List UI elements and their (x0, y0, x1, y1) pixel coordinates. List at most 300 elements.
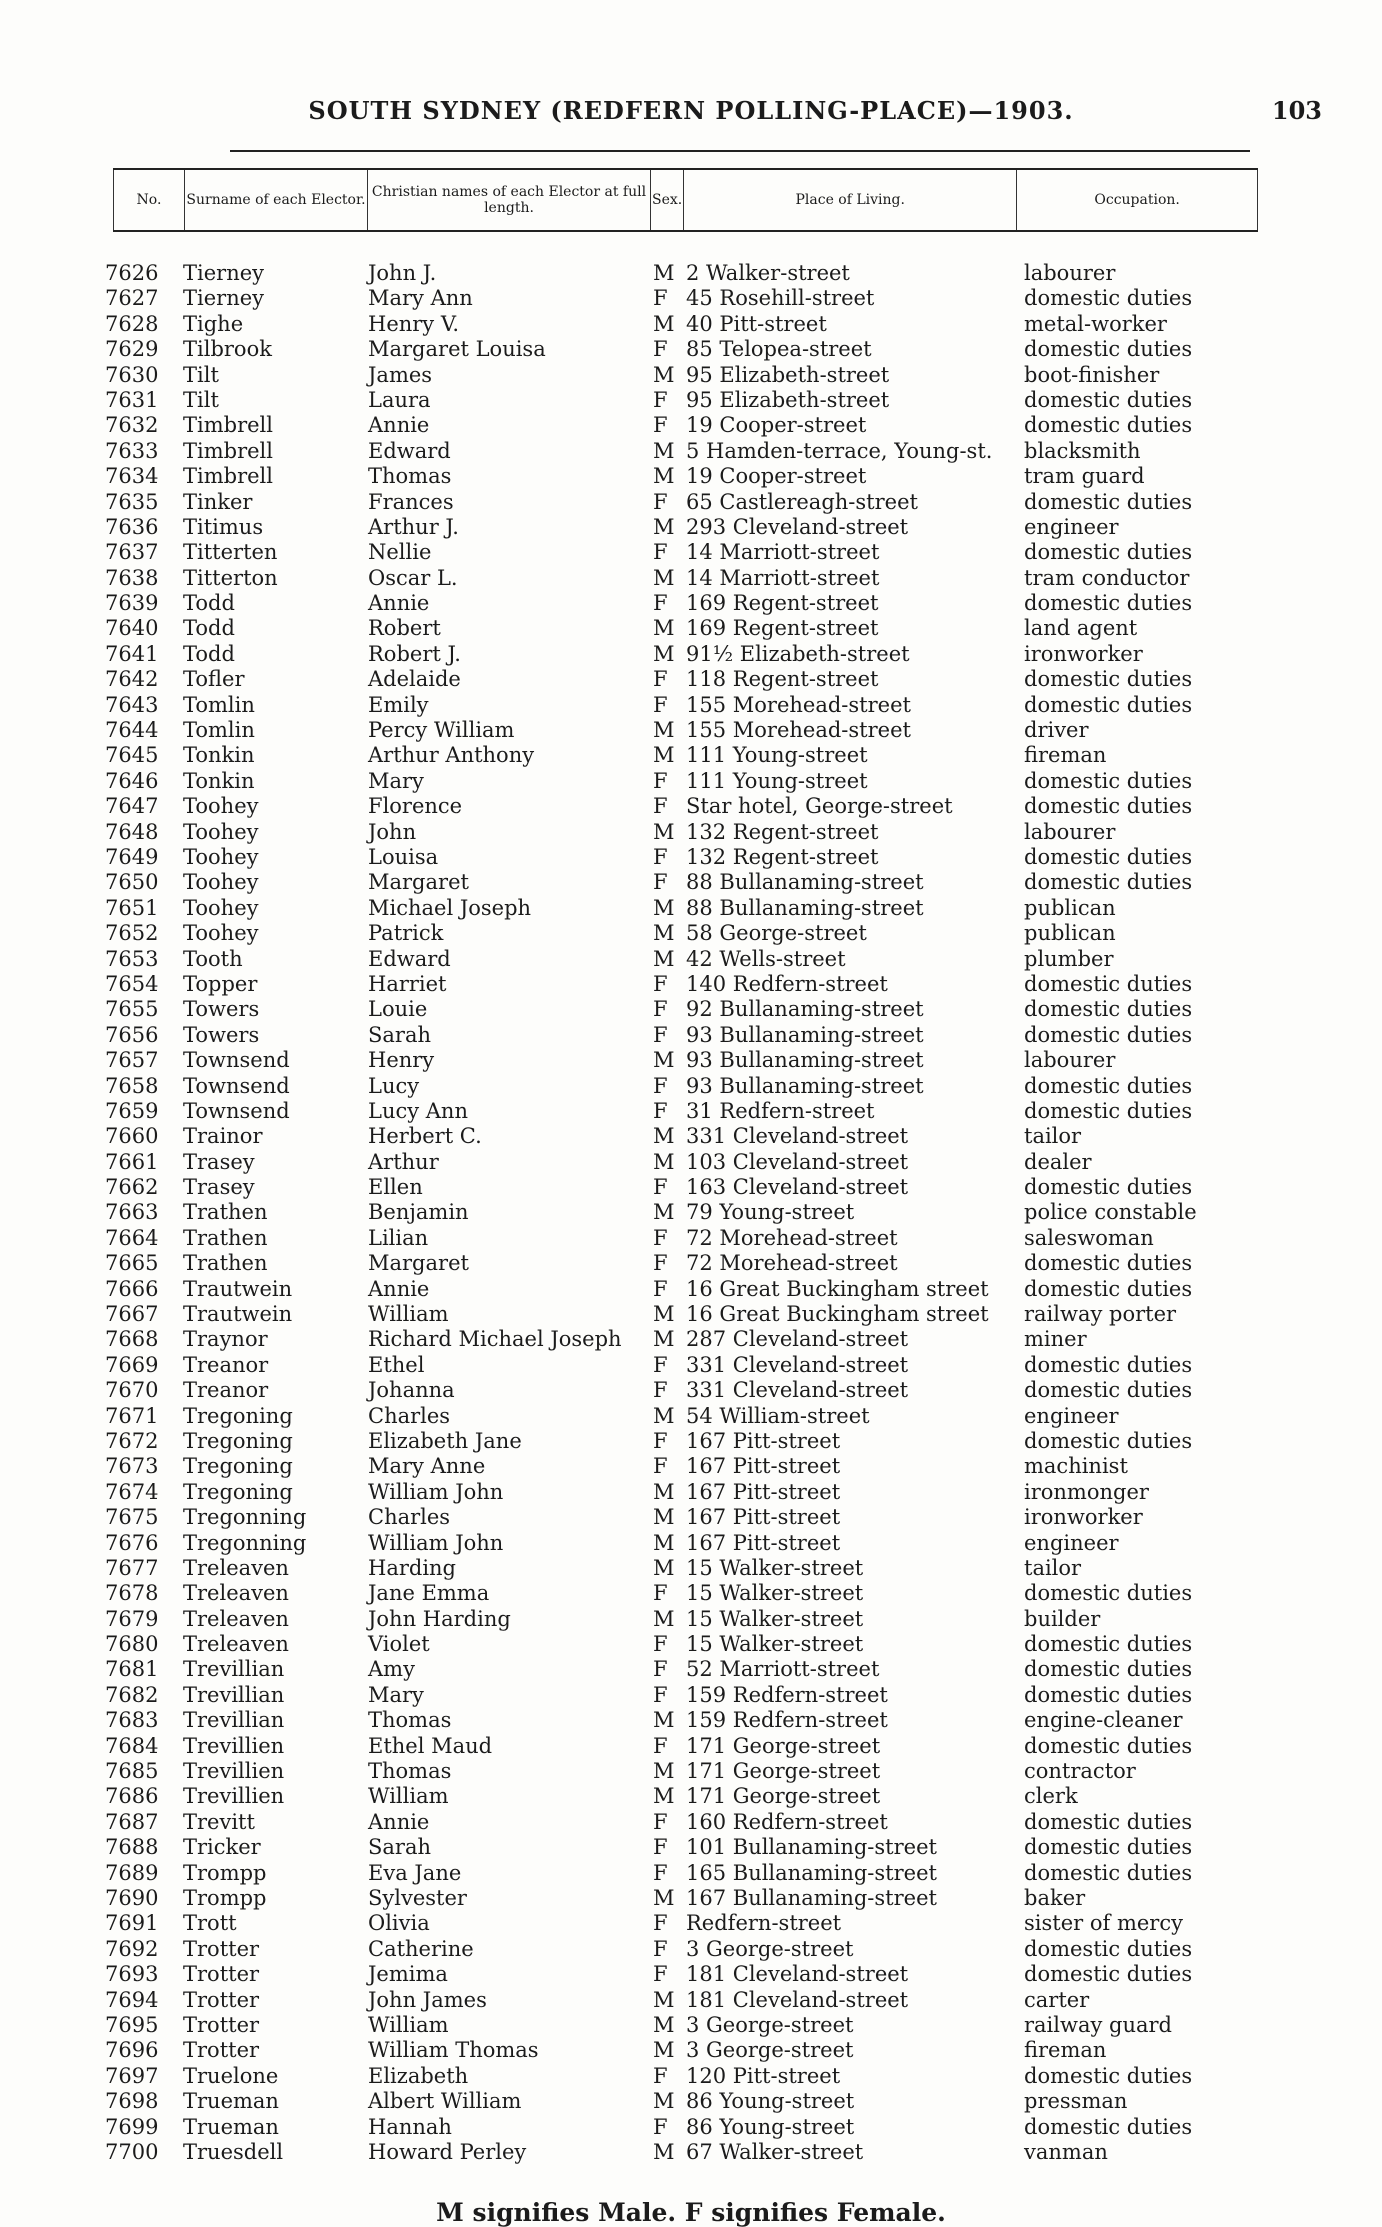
christian-names: Margaret (368, 870, 469, 895)
surname: Trathen (183, 1251, 268, 1276)
occupation: contractor (1024, 1759, 1136, 1784)
christian-names: Violet (368, 1632, 430, 1657)
place-of-living: 93 Bullanaming-street (686, 1073, 924, 1098)
occupation: tram conductor (1024, 565, 1190, 590)
occupation: tailor (1024, 1124, 1082, 1149)
occupation: machinist (1024, 1454, 1128, 1479)
surname: Tighe (183, 311, 244, 336)
occupation: domestic duties (1024, 1428, 1193, 1453)
place-of-living: 140 Redfern-street (686, 971, 888, 996)
elector-row (0, 1048, 1382, 1073)
place-of-living: 93 Bullanaming-street (686, 1048, 924, 1073)
place-of-living: 103 Cleveland-street (686, 1149, 909, 1174)
surname: Tregonning (183, 1505, 307, 1530)
sex: F (653, 286, 668, 311)
elector-row (0, 261, 1382, 286)
elector-number: 7696 (105, 2038, 159, 2063)
occupation: domestic duties (1024, 387, 1193, 412)
page-number: 103 (1271, 96, 1322, 125)
elector-row (0, 718, 1382, 743)
sex: M (653, 1149, 675, 1174)
elector-row (0, 2089, 1382, 2114)
christian-names: Mary Anne (368, 1454, 486, 1479)
surname: Trainor (183, 1124, 263, 1149)
christian-names: James (368, 362, 433, 387)
occupation: police constable (1024, 1200, 1197, 1225)
elector-row (0, 693, 1382, 718)
place-of-living: 111 Young-street (686, 743, 868, 768)
place-of-living: 92 Bullanaming-street (686, 997, 924, 1022)
occupation: domestic duties (1024, 1581, 1193, 1606)
surname: Trevillien (183, 1733, 285, 1758)
christian-names: Arthur (368, 1149, 439, 1174)
elector-number: 7637 (105, 540, 159, 565)
surname: Titterten (183, 540, 278, 565)
christian-names: Charles (368, 1505, 451, 1530)
place-of-living: 3 George-street (686, 2038, 854, 2063)
sex: F (653, 1378, 668, 1403)
elector-number: 7684 (105, 1733, 159, 1758)
place-of-living: 167 Pitt-street (686, 1479, 841, 1504)
surname: Timbrell (183, 464, 273, 489)
christian-names: Johanna (368, 1378, 455, 1403)
elector-row (0, 1505, 1382, 1530)
place-of-living: 155 Morehead-street (686, 692, 911, 717)
sex: F (653, 1733, 668, 1758)
elector-number: 7634 (105, 464, 159, 489)
elector-number: 7648 (105, 819, 159, 844)
sex: F (653, 1175, 668, 1200)
occupation: domestic duties (1024, 1657, 1193, 1682)
christian-names: Mary (368, 768, 424, 793)
surname: Trevillian (183, 1708, 285, 1733)
elector-row (0, 1657, 1382, 1682)
christian-names: Henry V. (368, 311, 460, 336)
place-of-living: 19 Cooper-street (686, 464, 867, 489)
christian-names: Percy William (368, 718, 515, 743)
sex: F (653, 1632, 668, 1657)
place-of-living: 181 Cleveland-street (686, 1962, 909, 1987)
christian-names: Lucy (368, 1073, 420, 1098)
place-of-living: 331 Cleveland-street (686, 1124, 909, 1149)
surname: Trevillian (183, 1682, 285, 1707)
elector-row (0, 896, 1382, 921)
occupation: domestic duties (1024, 413, 1193, 438)
occupation: sister of mercy (1024, 1911, 1183, 1936)
place-of-living: 111 Young-street (686, 768, 868, 793)
occupation: plumber (1024, 946, 1114, 971)
place-of-living: 15 Walker-street (686, 1606, 864, 1631)
elector-row (0, 1581, 1382, 1606)
christian-names: Benjamin (368, 1200, 469, 1225)
occupation: domestic duties (1024, 1860, 1193, 1885)
occupation: saleswoman (1024, 1225, 1154, 1250)
occupation: domestic duties (1024, 844, 1193, 869)
elector-number: 7635 (105, 489, 159, 514)
occupation: clerk (1024, 1784, 1078, 1809)
elector-number: 7686 (105, 1784, 159, 1809)
elector-row (0, 312, 1382, 337)
sex: F (653, 413, 668, 438)
place-of-living: 2 Walker-street (686, 261, 850, 285)
elector-row (0, 1632, 1382, 1657)
christian-names: Sylvester (368, 1886, 467, 1910)
elector-row (0, 1911, 1382, 1936)
sex: F (653, 692, 668, 717)
place-of-living: 95 Elizabeth-street (686, 362, 890, 387)
christian-names: Lucy Ann (368, 1098, 468, 1123)
elector-row (0, 1404, 1382, 1429)
elector-row (0, 1378, 1382, 1403)
elector-number: 7682 (105, 1682, 159, 1707)
elector-row (0, 1454, 1382, 1479)
place-of-living: 45 Rosehill-street (686, 286, 875, 311)
elector-row (0, 972, 1382, 997)
occupation: land agent (1024, 616, 1138, 641)
sex: F (653, 2063, 668, 2088)
place-of-living: 15 Walker-street (686, 1632, 864, 1657)
sex: M (653, 438, 675, 463)
christian-names: Olivia (368, 1911, 430, 1936)
column-header-table (113, 168, 1258, 232)
christian-names: William John (368, 1479, 504, 1504)
surname: Titterton (183, 565, 278, 590)
sex: F (653, 1809, 668, 1834)
occupation: carter (1024, 1987, 1090, 2012)
sex: F (653, 870, 668, 895)
elector-number: 7658 (105, 1073, 159, 1098)
surname: Tierney (183, 286, 265, 311)
elector-row (0, 337, 1382, 362)
surname: Tinker (183, 489, 253, 514)
christian-names: Ethel Maud (368, 1733, 493, 1758)
christian-names: Michael Joseph (368, 895, 532, 920)
sex: M (653, 2089, 675, 2114)
occupation: builder (1024, 1606, 1101, 1631)
christian-names: William (368, 1784, 449, 1809)
sex: F (653, 337, 668, 362)
christian-names: Jemima (368, 1962, 448, 1987)
christian-names: Jane Emma (368, 1581, 490, 1606)
elector-row (0, 1531, 1382, 1556)
elector-row (0, 769, 1382, 794)
elector-number: 7638 (105, 565, 159, 590)
sex: F (653, 1352, 668, 1377)
sex: F (653, 794, 668, 819)
sex: F (653, 1098, 668, 1123)
occupation: tailor (1024, 1555, 1082, 1580)
column-header-place: Place of Living. (684, 169, 1017, 231)
christian-names: Amy (368, 1657, 415, 1682)
surname: Trott (183, 1911, 237, 1936)
elector-row (0, 616, 1382, 641)
place-of-living: 171 George-street (686, 1759, 881, 1784)
elector-row (0, 1429, 1382, 1454)
place-of-living: 16 Great Buckingham street (686, 1302, 989, 1327)
elector-number: 7646 (105, 768, 159, 793)
occupation: domestic duties (1024, 337, 1193, 362)
elector-number: 7676 (105, 1530, 159, 1555)
sex: F (653, 1073, 668, 1098)
elector-number: 7660 (105, 1124, 159, 1149)
christian-names: Thomas (368, 464, 452, 489)
occupation: domestic duties (1024, 1962, 1193, 1987)
sex: M (653, 946, 675, 971)
christian-names: Herbert C. (368, 1124, 482, 1149)
sex: F (653, 591, 668, 616)
surname: Trotter (183, 2012, 260, 2037)
elector-row (0, 1683, 1382, 1708)
surname: Timbrell (183, 413, 273, 438)
elector-number: 7656 (105, 1022, 159, 1047)
sex: F (653, 1657, 668, 1682)
elector-number: 7680 (105, 1632, 159, 1657)
occupation: engine-cleaner (1024, 1708, 1183, 1733)
occupation: vanman (1024, 2139, 1108, 2164)
elector-number: 7632 (105, 413, 159, 438)
elector-number: 7661 (105, 1149, 159, 1174)
elector-row (0, 642, 1382, 667)
sex: M (653, 1530, 675, 1555)
sex-legend-footer: M signifies Male. F signifies Female. (436, 2198, 946, 2227)
place-of-living: 132 Regent-street (686, 844, 879, 869)
occupation: engineer (1024, 514, 1119, 539)
elector-row (0, 1226, 1382, 1251)
surname: Trompp (183, 1860, 267, 1885)
christian-names: Adelaide (368, 667, 461, 692)
surname: Towers (183, 997, 260, 1022)
occupation: baker (1024, 1886, 1086, 1910)
surname: Trasey (183, 1175, 255, 1200)
column-header-occupation: Occupation. (1017, 169, 1258, 231)
place-of-living: 287 Cleveland-street (686, 1327, 909, 1352)
place-of-living: 91½ Elizabeth-street (686, 641, 910, 666)
elector-number: 7667 (105, 1302, 159, 1327)
elector-row (0, 1251, 1382, 1276)
elector-number: 7664 (105, 1225, 159, 1250)
place-of-living: Redfern-street (686, 1911, 842, 1936)
title-rule (230, 150, 1250, 152)
place-of-living: 15 Walker-street (686, 1555, 864, 1580)
place-of-living: 86 Young-street (686, 2089, 855, 2114)
occupation: fireman (1024, 743, 1107, 768)
elector-row (0, 1353, 1382, 1378)
place-of-living: 15 Walker-street (686, 1581, 864, 1606)
sex: M (653, 1708, 675, 1733)
occupation: labourer (1024, 261, 1116, 285)
elector-row (0, 1099, 1382, 1124)
christian-names: Mary (368, 1682, 424, 1707)
elector-number: 7695 (105, 2012, 159, 2037)
surname: Tregoning (183, 1428, 293, 1453)
elector-number: 7689 (105, 1860, 159, 1885)
sex: M (653, 718, 675, 743)
occupation: domestic duties (1024, 794, 1193, 819)
sex: M (653, 1200, 675, 1225)
elector-row (0, 1327, 1382, 1352)
surname: Trevitt (183, 1809, 255, 1834)
place-of-living: 19 Cooper-street (686, 413, 867, 438)
elector-number: 7630 (105, 362, 159, 387)
elector-number: 7687 (105, 1809, 159, 1834)
elector-number: 7688 (105, 1835, 159, 1860)
place-of-living: 165 Bullanaming-street (686, 1860, 937, 1885)
surname: Trompp (183, 1886, 267, 1910)
elector-number: 7642 (105, 667, 159, 692)
occupation: domestic duties (1024, 1835, 1193, 1860)
surname: Trevillian (183, 1657, 285, 1682)
sex: M (653, 2038, 675, 2063)
christian-names: William (368, 1302, 449, 1327)
column-header-sex: Sex. (651, 169, 684, 231)
christian-names: Elizabeth Jane (368, 1428, 522, 1453)
elector-number: 7651 (105, 895, 159, 920)
elector-number: 7659 (105, 1098, 159, 1123)
occupation: domestic duties (1024, 1936, 1193, 1961)
christian-names: Louisa (368, 844, 439, 869)
surname: Trathen (183, 1200, 268, 1225)
elector-number: 7669 (105, 1352, 159, 1377)
sex: F (653, 2114, 668, 2139)
occupation: domestic duties (1024, 768, 1193, 793)
elector-row (0, 1074, 1382, 1099)
elector-row (0, 515, 1382, 540)
occupation: metal-worker (1024, 311, 1167, 336)
elector-row (0, 1759, 1382, 1784)
elector-row (0, 1023, 1382, 1048)
elector-row (0, 743, 1382, 768)
elector-row (0, 1988, 1382, 2013)
christian-names: Lilian (368, 1225, 429, 1250)
occupation: publican (1024, 895, 1116, 920)
occupation: domestic duties (1024, 1809, 1193, 1834)
place-of-living: 118 Regent-street (686, 667, 879, 692)
surname: Truelone (183, 2063, 279, 2088)
place-of-living: 52 Marriott-street (686, 1657, 880, 1682)
christian-names: Ethel (368, 1352, 425, 1377)
elector-number: 7645 (105, 743, 159, 768)
surname: Toohey (183, 870, 259, 895)
place-of-living: 3 George-street (686, 1936, 854, 1961)
sex: M (653, 1886, 675, 1910)
elector-row (0, 1124, 1382, 1149)
sex: M (653, 362, 675, 387)
column-header-no: No. (114, 169, 185, 231)
christian-names: Oscar L. (368, 565, 458, 590)
surname: Tomlin (183, 718, 255, 743)
place-of-living: 167 Bullanaming-street (686, 1886, 937, 1910)
elector-number: 7673 (105, 1454, 159, 1479)
surname: Tonkin (183, 743, 255, 768)
occupation: driver (1024, 718, 1089, 743)
elector-number: 7629 (105, 337, 159, 362)
sex: F (653, 1936, 668, 1961)
surname: Todd (183, 641, 235, 666)
christian-names: William John (368, 1530, 504, 1555)
elector-number: 7679 (105, 1606, 159, 1631)
sex: F (653, 1962, 668, 1987)
place-of-living: 159 Redfern-street (686, 1708, 888, 1733)
christian-names: Emily (368, 692, 429, 717)
christian-names: Patrick (368, 921, 444, 946)
elector-row (0, 286, 1382, 311)
place-of-living: 171 George-street (686, 1784, 881, 1809)
place-of-living: 3 George-street (686, 2012, 854, 2037)
elector-number: 7662 (105, 1175, 159, 1200)
elector-row (0, 1708, 1382, 1733)
place-of-living: 31 Redfern-street (686, 1098, 875, 1123)
sex: F (653, 1225, 668, 1250)
elector-number: 7694 (105, 1987, 159, 2012)
elector-row (0, 921, 1382, 946)
christian-names: Sarah (368, 1835, 431, 1860)
occupation: domestic duties (1024, 1378, 1193, 1403)
surname: Towers (183, 1022, 260, 1047)
christian-names: Mary Ann (368, 286, 473, 311)
occupation: domestic duties (1024, 1251, 1193, 1276)
occupation: dealer (1024, 1149, 1092, 1174)
surname: Trotter (183, 2038, 260, 2063)
occupation: railway porter (1024, 1302, 1177, 1327)
elector-row (0, 2064, 1382, 2089)
christian-names: Annie (368, 1809, 430, 1834)
place-of-living: 171 George-street (686, 1733, 881, 1758)
surname: Toohey (183, 819, 259, 844)
sex: M (653, 1606, 675, 1631)
occupation: engineer (1024, 1530, 1119, 1555)
surname: Trautwein (183, 1276, 293, 1301)
elector-row (0, 2038, 1382, 2063)
occupation: pressman (1024, 2089, 1128, 2114)
surname: Trevillien (183, 1759, 285, 1784)
sex: F (653, 971, 668, 996)
surname: Trotter (183, 1936, 260, 1961)
christian-names: Ellen (368, 1175, 423, 1200)
surname: Toohey (183, 844, 259, 869)
elector-row (0, 870, 1382, 895)
elector-row (0, 363, 1382, 388)
place-of-living: 86 Young-street (686, 2114, 855, 2139)
sex: M (653, 464, 675, 489)
elector-number: 7677 (105, 1555, 159, 1580)
sex: M (653, 514, 675, 539)
sex: M (653, 1403, 675, 1428)
elector-number: 7690 (105, 1886, 159, 1910)
place-of-living: 16 Great Buckingham street (686, 1276, 989, 1301)
surname: Tregonning (183, 1530, 307, 1555)
elector-number: 7633 (105, 438, 159, 463)
occupation: ironworker (1024, 1505, 1143, 1530)
elector-number: 7697 (105, 2063, 159, 2088)
christian-names: Thomas (368, 1708, 452, 1733)
occupation: domestic duties (1024, 591, 1193, 616)
occupation: domestic duties (1024, 540, 1193, 565)
sex: M (653, 1048, 675, 1073)
sex: F (653, 1454, 668, 1479)
elector-row (0, 1480, 1382, 1505)
occupation: railway guard (1024, 2012, 1172, 2037)
occupation: domestic duties (1024, 1682, 1193, 1707)
christian-names: Annie (368, 591, 430, 616)
christian-names: Thomas (368, 1759, 452, 1784)
sex: M (653, 311, 675, 336)
christian-names: John J. (368, 261, 437, 285)
surname: Treanor (183, 1352, 269, 1377)
christian-names: Hannah (368, 2114, 452, 2139)
place-of-living: 95 Elizabeth-street (686, 387, 890, 412)
christian-names: Robert (368, 616, 441, 641)
occupation: engineer (1024, 1403, 1119, 1428)
